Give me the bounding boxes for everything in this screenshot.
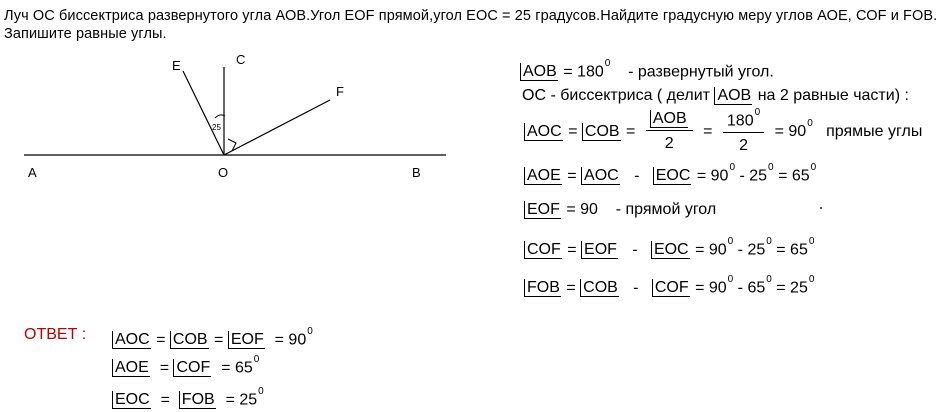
angle-aoe: AOE bbox=[524, 167, 562, 185]
fraction-180-over-2 bbox=[723, 108, 764, 155]
value: = 90 bbox=[695, 241, 727, 259]
solution-3-res: = 90 bbox=[774, 122, 807, 140]
point-label-b: B bbox=[412, 165, 421, 180]
value: = 65 bbox=[221, 359, 253, 377]
answer-line-3 bbox=[112, 386, 264, 410]
degree-sign: 0 bbox=[604, 58, 611, 69]
equals-sign: = bbox=[703, 122, 713, 140]
angle-fob: FOB bbox=[179, 391, 216, 409]
value: = 90 bbox=[566, 201, 598, 218]
value: = 65 bbox=[776, 241, 808, 259]
angle-cof: COF bbox=[524, 241, 562, 259]
angle-cob: COB bbox=[582, 123, 621, 141]
fraction-denominator: 2 bbox=[739, 137, 748, 155]
angle-eof: EOF bbox=[524, 201, 561, 219]
angle-aoc: AOC bbox=[524, 123, 563, 141]
solution-5-desc: - прямой угол bbox=[615, 201, 717, 218]
equals-sign: = bbox=[566, 279, 576, 297]
angle-aob: AOB bbox=[650, 110, 688, 128]
point-label-e: E bbox=[172, 58, 181, 73]
ray-of bbox=[224, 100, 330, 155]
angle-cob: COB bbox=[580, 279, 619, 297]
minus-sign: - bbox=[632, 241, 638, 259]
angle-label-eoc: 25 bbox=[212, 123, 221, 132]
equals-sign: = bbox=[626, 122, 636, 140]
value: - 25 bbox=[737, 241, 766, 259]
fraction-aob-over-2 bbox=[646, 110, 693, 153]
answer-line-2 bbox=[112, 354, 259, 378]
angle-eoc: EOC bbox=[653, 167, 692, 185]
answer-line-1 bbox=[112, 326, 313, 350]
value: = 90 bbox=[695, 279, 727, 297]
angle-aoc: AOC bbox=[581, 167, 620, 185]
angle-aoc: AOC bbox=[112, 331, 151, 349]
point-label-o: O bbox=[218, 165, 229, 180]
angle-cof: COF bbox=[173, 359, 211, 377]
degree-sign: 0 bbox=[808, 274, 815, 285]
degree-sign: 0 bbox=[766, 274, 772, 285]
degree-sign: 0 bbox=[810, 162, 817, 173]
value: - 25 bbox=[739, 167, 768, 185]
solution-line-3 bbox=[524, 108, 922, 155]
solution-line-7 bbox=[524, 274, 814, 298]
point-label-c: C bbox=[236, 52, 246, 67]
stray-dot bbox=[820, 207, 822, 209]
equals-sign: = bbox=[568, 122, 578, 140]
equals-sign: = bbox=[159, 359, 170, 377]
fraction-numerator: 180 bbox=[726, 112, 754, 130]
point-label-f: F bbox=[336, 84, 344, 99]
value: = 90 bbox=[696, 167, 729, 185]
fraction-denominator: 2 bbox=[664, 135, 674, 153]
degree-sign: 0 bbox=[307, 326, 313, 337]
equals-sign: = bbox=[567, 167, 577, 185]
degree-sign: 0 bbox=[729, 162, 736, 173]
minus-sign: - bbox=[634, 167, 640, 185]
angle-eof: EOF bbox=[228, 331, 265, 349]
solution-line-6 bbox=[524, 236, 814, 260]
angle-eoc: EOC bbox=[112, 391, 151, 409]
angle-aoe: AOE bbox=[112, 359, 150, 377]
angle-aob: AOB bbox=[714, 87, 752, 105]
equals-sign: = bbox=[567, 241, 577, 259]
angle-eof: EOF bbox=[581, 241, 618, 259]
minus-sign: - bbox=[633, 279, 639, 297]
value: = 25 bbox=[776, 279, 808, 297]
equals-sign: = bbox=[156, 331, 166, 349]
equals-sign: = bbox=[160, 391, 170, 409]
value: = 25 bbox=[225, 391, 258, 409]
degree-sign: 0 bbox=[808, 236, 815, 247]
solution-line-4 bbox=[524, 162, 816, 186]
problem-line-2: Запишите равные углы. bbox=[4, 26, 167, 42]
answer-label: ОТВЕТ : bbox=[24, 326, 87, 343]
solution-1-eq: = 180 bbox=[563, 63, 604, 81]
degree-sign: 0 bbox=[253, 354, 260, 365]
solution-line-5 bbox=[524, 200, 716, 220]
degree-sign: 0 bbox=[754, 107, 761, 118]
angle-cob: COB bbox=[170, 331, 209, 349]
problem-line-1: Луч ОС биссектриса развернутого угла АОВ.Угол ЕОF прямой,угол ЕОС = 25 градусов.Найдите градусную меру углов АОЕ, СОF и FОВ. bbox=[4, 8, 938, 24]
angle-eoc: EOC bbox=[651, 241, 690, 259]
angle-cof: COF bbox=[652, 279, 690, 297]
ray-oe bbox=[183, 71, 224, 155]
solution-line-1 bbox=[520, 58, 774, 82]
solution-2-pre: ОС - биссектриса ( делит bbox=[522, 87, 710, 104]
degree-sign: 0 bbox=[766, 236, 772, 247]
solution-1-desc: - развернутый угол. bbox=[628, 63, 774, 81]
degree-sign: 0 bbox=[727, 274, 734, 285]
degree-sign: 0 bbox=[807, 117, 813, 129]
degree-sign: 0 bbox=[727, 236, 734, 247]
degree-sign: 0 bbox=[258, 386, 264, 397]
angle-aob: AOB bbox=[520, 63, 558, 81]
degree-sign: 0 bbox=[768, 162, 774, 173]
value: = 90 bbox=[274, 331, 307, 349]
value: = 65 bbox=[778, 167, 810, 185]
equals-sign: = bbox=[214, 331, 224, 349]
solution-line-2 bbox=[522, 86, 909, 106]
solution-3-desc: прямые углы bbox=[826, 122, 923, 140]
value: - 65 bbox=[737, 279, 766, 297]
point-label-a: A bbox=[28, 165, 37, 180]
angle-fob: FOB bbox=[524, 279, 561, 297]
solution-2-post: на 2 равные части) : bbox=[757, 87, 909, 104]
